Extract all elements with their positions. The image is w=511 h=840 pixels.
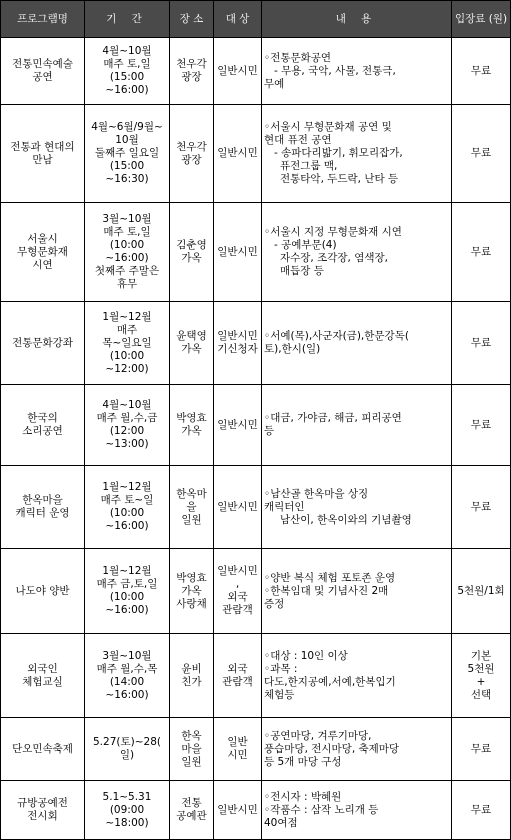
cell-text-line: 등: [264, 425, 275, 437]
header-place: 장 소: [170, 1, 214, 38]
cell-text-line: 일반시민: [217, 418, 258, 431]
place-cell: [170, 718, 214, 781]
cell-text-line: 천우각: [176, 58, 207, 70]
cell-text-line: 전통과 현대의: [10, 140, 75, 153]
place-cell: [170, 105, 214, 203]
cell-text-line: 윤비: [181, 662, 202, 675]
cell-text-line: 단오민속축제: [12, 742, 73, 755]
cell-text-line: 가옥: [181, 584, 202, 597]
target-cell: [214, 105, 262, 203]
cell-text-line: 가옥: [181, 252, 202, 264]
cell-text-line: 4월~10월: [102, 399, 152, 411]
cell-text-line: 한옥마: [176, 487, 207, 500]
cell-text-line: ◦서울시 무형문화재 공연 및: [264, 121, 392, 133]
cell-text-line: 일원: [181, 513, 202, 526]
cell-text-line: 가옥: [181, 425, 202, 437]
content-cell: [262, 385, 452, 466]
cell-text-line: 매주 토,일: [103, 226, 151, 238]
cell-text-line: ◦한복임대 및 기념사진 2매: [264, 584, 389, 597]
header-content: 내 용: [262, 1, 452, 38]
cell-text-line: 매주 토~일: [100, 494, 154, 506]
fee-cell: [452, 549, 511, 634]
cell-text-line: ~16:00): [105, 520, 149, 532]
cell-text-line: 무예: [264, 77, 285, 90]
cell-text-line: 무료: [470, 336, 492, 349]
header-program: 프로그램명: [1, 1, 85, 38]
cell-text-line: 등 5개 마당 구성: [264, 755, 342, 768]
cell-text-line: 김춘영: [176, 239, 207, 251]
cell-text-line: 전통타악, 두드락, 난타 등: [280, 173, 399, 185]
cell-text-line: (10:00: [109, 239, 145, 251]
header-row: [1, 1, 511, 38]
cell-text-line: 매주: [116, 323, 138, 336]
cell-text-line: 5천원: [467, 662, 495, 675]
cell-text-line: 무료: [470, 245, 492, 258]
cell-text-line: 휴무: [116, 278, 138, 290]
period-cell: [85, 385, 170, 466]
cell-text-line: 체험등: [264, 688, 295, 701]
cell-text-line: 일반시민: [217, 500, 258, 513]
cell-text-line: ◦남산골 한옥마을 상징: [264, 487, 369, 500]
header-period: 기 간: [85, 1, 170, 38]
cell-text-line: (15:00: [109, 71, 145, 83]
cell-text-line: 가옥: [181, 343, 202, 355]
cell-text-line: ~16:00): [105, 604, 149, 616]
fee-cell: [452, 466, 511, 549]
cell-text-line: ~13:00): [105, 438, 149, 450]
place-cell: [170, 203, 214, 302]
content-cell: [262, 718, 452, 781]
cell-text-line: (10:00: [109, 507, 145, 519]
program-name-cell: [1, 105, 85, 203]
cell-text-line: 4월~6월/9월~: [91, 121, 163, 133]
cell-text-line: 캐릭터 운영: [15, 507, 70, 519]
period-cell: [85, 203, 170, 302]
cell-text-line: (10:00: [109, 349, 145, 362]
place-cell: [170, 634, 214, 718]
target-cell: [214, 302, 262, 385]
cell-text-line: ◦서예(목),사군자(금),한문강독(: [264, 330, 409, 342]
cell-text-line: 윤택영: [176, 330, 207, 342]
table-row: [1, 718, 511, 781]
content-cell: [262, 781, 452, 840]
content-cell: [262, 549, 452, 634]
cell-text-line: 무료: [470, 64, 492, 77]
target-cell: [214, 549, 262, 634]
cell-text-line: (15:00: [109, 160, 145, 172]
cell-text-line: 1월~12월: [102, 481, 152, 493]
cell-text-line: 을: [186, 500, 197, 513]
table-row: [1, 38, 511, 105]
program-name-cell: [1, 203, 85, 302]
cell-text-line: 증정: [264, 597, 285, 610]
place-cell: [170, 38, 214, 105]
cell-text-line: 마을: [181, 742, 202, 755]
period-cell: [85, 718, 170, 781]
cell-text-line: ◦전시자 : 박혜원: [264, 790, 342, 803]
cell-text-line: 무료: [470, 500, 492, 513]
cell-text-line: 관람객: [222, 604, 253, 616]
cell-text-line: 1월~12월: [102, 565, 152, 577]
cell-text-line: 체험교실: [22, 675, 63, 688]
cell-text-line: 4월~10월: [102, 45, 152, 57]
table-row: [1, 781, 511, 840]
cell-text-line: 자수장, 조각장, 염색장,: [280, 252, 388, 264]
cell-text-line: 기신청자: [217, 343, 258, 355]
cell-text-line: 공예관: [176, 810, 207, 822]
cell-text-line: +: [476, 675, 486, 688]
cell-text-line: 관람객: [222, 675, 253, 688]
cell-text-line: 매주 금,토,일: [96, 578, 158, 590]
target-cell: [214, 718, 262, 781]
place-cell: [170, 385, 214, 466]
program-name-cell: [1, 718, 85, 781]
cell-text-line: 일반시민: [217, 565, 258, 577]
cell-text-line: ◦대금, 가야금, 해금, 피리공연: [264, 412, 402, 424]
cell-text-line: 전시회: [27, 810, 58, 822]
cell-text-line: ~12:00): [105, 362, 149, 375]
target-cell: [214, 634, 262, 718]
cell-text-line: 3월~10월: [102, 213, 152, 225]
cell-text-line: 친가: [181, 675, 202, 688]
program-name-cell: [1, 781, 85, 840]
table-row: [1, 466, 511, 549]
fee-cell: [452, 105, 511, 203]
cell-text-line: ~16:00): [105, 688, 149, 701]
cell-text-line: 일반시민: [217, 330, 258, 342]
cell-text-line: ◦작품수 : 삼작 노리개 등: [264, 803, 379, 816]
table-row: [1, 105, 511, 203]
cell-text-line: 나도야 양반: [15, 584, 70, 597]
cell-text-line: 박영효: [176, 571, 207, 584]
cell-text-line: 5.1~5.31: [102, 790, 152, 803]
cell-text-line: 목~일요일: [102, 336, 152, 349]
cell-text-line: 사랑채: [176, 597, 207, 610]
program-name-cell: [1, 38, 85, 105]
cell-text-line: 현대 퓨전 공연: [264, 134, 332, 146]
table-row: [1, 549, 511, 634]
content-cell: [262, 634, 452, 718]
cell-text-line: ~16:00): [105, 84, 149, 96]
cell-text-line: ◦양반 복식 체험 포토존 운영: [264, 571, 396, 584]
target-cell: [214, 466, 262, 549]
cell-text-line: - 송파다리밟기, 휘모리잡가,: [274, 147, 403, 159]
fee-cell: [452, 302, 511, 385]
period-cell: [85, 781, 170, 840]
cell-text-line: 광장: [181, 153, 202, 166]
target-cell: [214, 203, 262, 302]
program-name-cell: [1, 466, 85, 549]
cell-text-line: 무료: [470, 803, 492, 816]
cell-text-line: ◦전통문화공연: [264, 51, 332, 64]
program-name-cell: [1, 549, 85, 634]
cell-text-line: 5.27(토)~28(: [93, 736, 161, 748]
table-row: [1, 203, 511, 302]
cell-text-line: 선택: [470, 688, 492, 701]
cell-text-line: 시민: [227, 749, 248, 761]
header-fee: 입장료 (원): [452, 1, 511, 38]
cell-text-line: 전통민속예술: [12, 58, 73, 70]
period-cell: [85, 466, 170, 549]
place-cell: [170, 466, 214, 549]
cell-text-line: 일반시민: [217, 245, 258, 258]
program-name-cell: [1, 302, 85, 385]
table-body: [1, 38, 511, 840]
cell-text-line: 일반시민: [217, 803, 258, 816]
cell-text-line: 외국: [227, 662, 248, 675]
fee-cell: [452, 781, 511, 840]
cell-text-line: 무료: [470, 147, 492, 159]
fee-cell: [452, 38, 511, 105]
cell-text-line: 전통: [181, 797, 202, 809]
cell-text-line: 일원: [181, 755, 202, 768]
cell-text-line: 한국의: [27, 412, 58, 424]
cell-text-line: 시연: [32, 258, 53, 271]
cell-text-line: 둘째주 일요일: [94, 147, 160, 159]
cell-text-line: 기본: [470, 649, 492, 662]
cell-text-line: 남산이, 한옥이와의 기념촬영: [280, 513, 412, 526]
period-cell: [85, 105, 170, 203]
cell-text-line: 소리공연: [22, 425, 63, 437]
cell-text-line: 풍습마당, 전시마당, 축제마당: [264, 742, 400, 755]
cell-text-line: ◦대상 : 10인 이상: [264, 649, 348, 662]
cell-text-line: 한옥: [181, 729, 202, 742]
program-name-cell: [1, 634, 85, 718]
cell-text-line: 서울시: [27, 232, 58, 245]
cell-text-line: ~18:00): [105, 816, 149, 829]
cell-text-line: 일반시민: [217, 64, 258, 77]
place-cell: [170, 549, 214, 634]
header-target: 대 상: [214, 1, 262, 38]
cell-text-line: 1월~12월: [102, 310, 152, 323]
cell-text-line: ~16:00): [105, 252, 149, 264]
cell-text-line: (10:00: [109, 591, 145, 603]
period-cell: [85, 549, 170, 634]
cell-text-line: (14:00: [109, 675, 145, 688]
cell-text-line: 무료: [470, 742, 492, 755]
table-row: [1, 634, 511, 718]
cell-text-line: 10월: [115, 134, 139, 146]
cell-text-line: 무료: [470, 418, 492, 431]
cell-text-line: 매주 월,수,목: [96, 662, 158, 675]
cell-text-line: 규방공예전: [17, 797, 68, 809]
cell-text-line: 무형문화재: [17, 245, 68, 258]
content-cell: [262, 38, 452, 105]
cell-text-line: 일반시민: [217, 147, 258, 159]
cell-text-line: (12:00: [109, 425, 145, 437]
place-cell: [170, 302, 214, 385]
cell-text-line: - 무용, 국악, 사물, 전통극,: [274, 64, 396, 77]
target-cell: [214, 781, 262, 840]
place-cell: [170, 781, 214, 840]
period-cell: [85, 302, 170, 385]
period-cell: [85, 38, 170, 105]
cell-text-line: 박영효: [176, 412, 207, 424]
cell-text-line: (09:00: [109, 803, 145, 816]
table-row: [1, 302, 511, 385]
program-name-cell: [1, 385, 85, 466]
cell-text-line: ◦과목 :: [264, 662, 298, 675]
cell-text-line: 매듭장 등: [280, 265, 324, 277]
target-cell: [214, 38, 262, 105]
fee-cell: [452, 203, 511, 302]
fee-cell: [452, 385, 511, 466]
cell-text-line: 캐릭터인: [264, 500, 305, 513]
cell-text-line: 5천원/1회: [457, 584, 505, 597]
cell-text-line: 매주 토,일: [103, 58, 151, 70]
cell-text-line: ◦서울시 지정 무형문화재 시연: [264, 226, 402, 238]
content-cell: [262, 105, 452, 203]
fee-cell: [452, 634, 511, 718]
cell-text-line: 40여점: [264, 816, 298, 829]
cell-text-line: ,: [235, 578, 240, 590]
cell-text-line: 토),한시(일): [264, 343, 321, 355]
content-cell: [262, 466, 452, 549]
cell-text-line: 공연: [32, 71, 53, 83]
cell-text-line: 한옥마을: [22, 494, 63, 506]
cell-text-line: ~16:30): [105, 173, 149, 185]
content-cell: [262, 302, 452, 385]
cell-text-line: 만남: [32, 153, 53, 166]
cell-text-line: 외국인: [27, 662, 58, 675]
fee-cell: [452, 718, 511, 781]
cell-text-line: 매주 월,수,금: [96, 412, 158, 424]
cell-text-line: 퓨전그룹 맥,: [280, 160, 338, 172]
cell-text-line: 일): [119, 749, 135, 761]
cell-text-line: 다도,한지공예,서예,한복입기: [264, 675, 396, 688]
cell-text-line: 일반: [227, 736, 248, 748]
table-row: [1, 385, 511, 466]
cell-text-line: 전통문화강좌: [12, 336, 73, 349]
cell-text-line: 3월~10월: [102, 649, 152, 662]
cell-text-line: - 공예부문(4): [274, 239, 337, 251]
content-cell: [262, 203, 452, 302]
cell-text-line: 광장: [181, 71, 202, 83]
cell-text-line: 외국: [227, 591, 248, 603]
period-cell: [85, 634, 170, 718]
target-cell: [214, 385, 262, 466]
cell-text-line: ◦공연마당, 겨루기마당,: [264, 729, 372, 742]
cell-text-line: 천우각: [176, 140, 207, 153]
cell-text-line: 첫째주 주말은: [94, 265, 160, 277]
